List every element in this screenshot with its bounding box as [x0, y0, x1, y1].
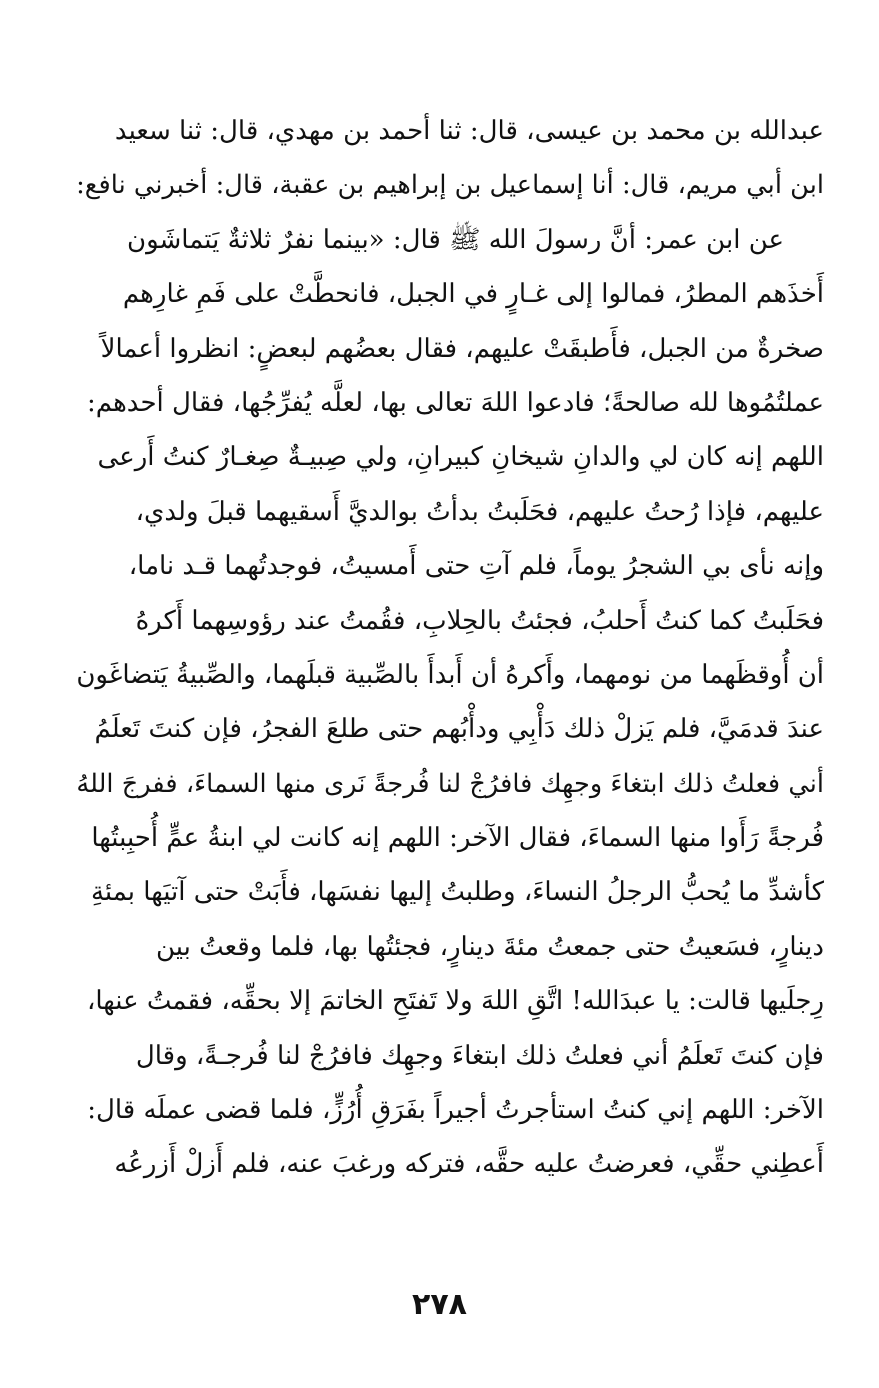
- text-line: أن أُوقظَهما من نومهما، وأَكرهُ أن أَبدأَ بالصِّبية قبلَهما، والصِّبيةُ يَتضاغَون: [76, 659, 824, 690]
- text-line: أَخذَهم المطرُ، فمالوا إلى غـارٍ في الجبل، فانحطَّتْ على فَمِ غارِهم: [122, 279, 824, 310]
- text-line: كأشدِّ ما يُحبُّ الرجلُ النساءَ، وطلبتُ إليها نفسَها، فأَبَتْ حتى آتيَها بمئةِ: [90, 877, 824, 908]
- text-line: عبدالله بن محمد بن عيسى، قال: ثنا أحمد بن مهدي، قال: ثنا سعيد: [114, 116, 824, 146]
- text-line: صخرةٌ من الجبل، فأَطبقَتْ عليهم، فقال بعضُهم لبعضٍ: انظروا أعمالاً: [100, 333, 824, 364]
- text-line: وإنه نأى بي الشجرُ يوماً، فلم آتِ حتى أَمسيتُ، فوجدتُهما قـد ناما،: [128, 551, 824, 582]
- text-line: دينارٍ، فسَعيتُ حتى جمعتُ مئةَ دينارٍ، فجئتُها بها، فلما وقعتُ بين: [156, 931, 824, 962]
- text-line: عملتُمُوها لله صالحةً؛ فادعوا اللهَ تعالى بها، لعلَّه يُفرِّجُها، فقال أحدهم:: [87, 387, 824, 418]
- text-line: عليهم، فإذا رُحتُ عليهم، فحَلَبتُ بدأتُ بوالديَّ أَسقيهما قبلَ ولدي،: [135, 496, 824, 527]
- text-line: أَعطِني حقِّي، فعرضتُ عليه حقَّه، فتركه ورغبَ عنه، فلم أَزلْ أَزرعُه: [114, 1149, 824, 1180]
- text-line: عندَ قدمَيَّ، فلم يَزلْ ذلك دَأْبِي ودأْبُهم حتى طلعَ الفجرُ، فإن كنتَ تَعلَمُ: [94, 714, 824, 745]
- text-line: فحَلَبتُ كما كنتُ أَحلبُ، فجئتُ بالحِلابِ، فقُمتُ عند رؤوسِهما أَكرهُ: [135, 605, 824, 636]
- text-line: عن ابن عمر: أنَّ رسولَ الله ﷺ قال: «بينما نفرٌ ثلاثةٌ يَتماشَون: [127, 224, 784, 255]
- text-line: فإن كنتَ تَعلَمُ أني فعلتُ ذلك ابتغاءَ وجهِك فافرُجْ لنا فُرجـةً، وقال: [135, 1040, 824, 1071]
- text-line: أني فعلتُ ذلك ابتغاءَ وجهِك فافرُجْ لنا فُرجةً نَرى منها السماءَ، ففرجَ اللهُ: [76, 768, 824, 799]
- text-line: اللهم إنه كان لي والدانِ شيخانِ كبيرانِ، ولي صِبيـةٌ صِغـارٌ كنتُ أَرعى: [97, 442, 824, 473]
- body-text: [76, 104, 824, 1192]
- text-line: الآخر: اللهم إني كنتُ استأجرتُ أجيراً بفَرَقِ أُرُزٍّ، فلما قضى عملَه قال:: [87, 1095, 824, 1126]
- page-number: ٢٧٨: [412, 1287, 467, 1322]
- text-line: فُرجةً رَأَوا منها السماءَ، فقال الآخر: اللهم إنه كانت لي ابنةُ عمٍّ أُحبِبتُها: [91, 823, 824, 854]
- text-line: ابن أبي مريم، قال: أنا إسماعيل بن إبراهيم بن عقبة، قال: أخبرني نافع:: [76, 170, 824, 201]
- text-line: رِجلَيها قالت: يا عبدَالله! اتَّقِ اللهَ ولا تَفتَحِ الخاتمَ إلا بحقِّه، فقمتُ عنها،: [86, 986, 824, 1017]
